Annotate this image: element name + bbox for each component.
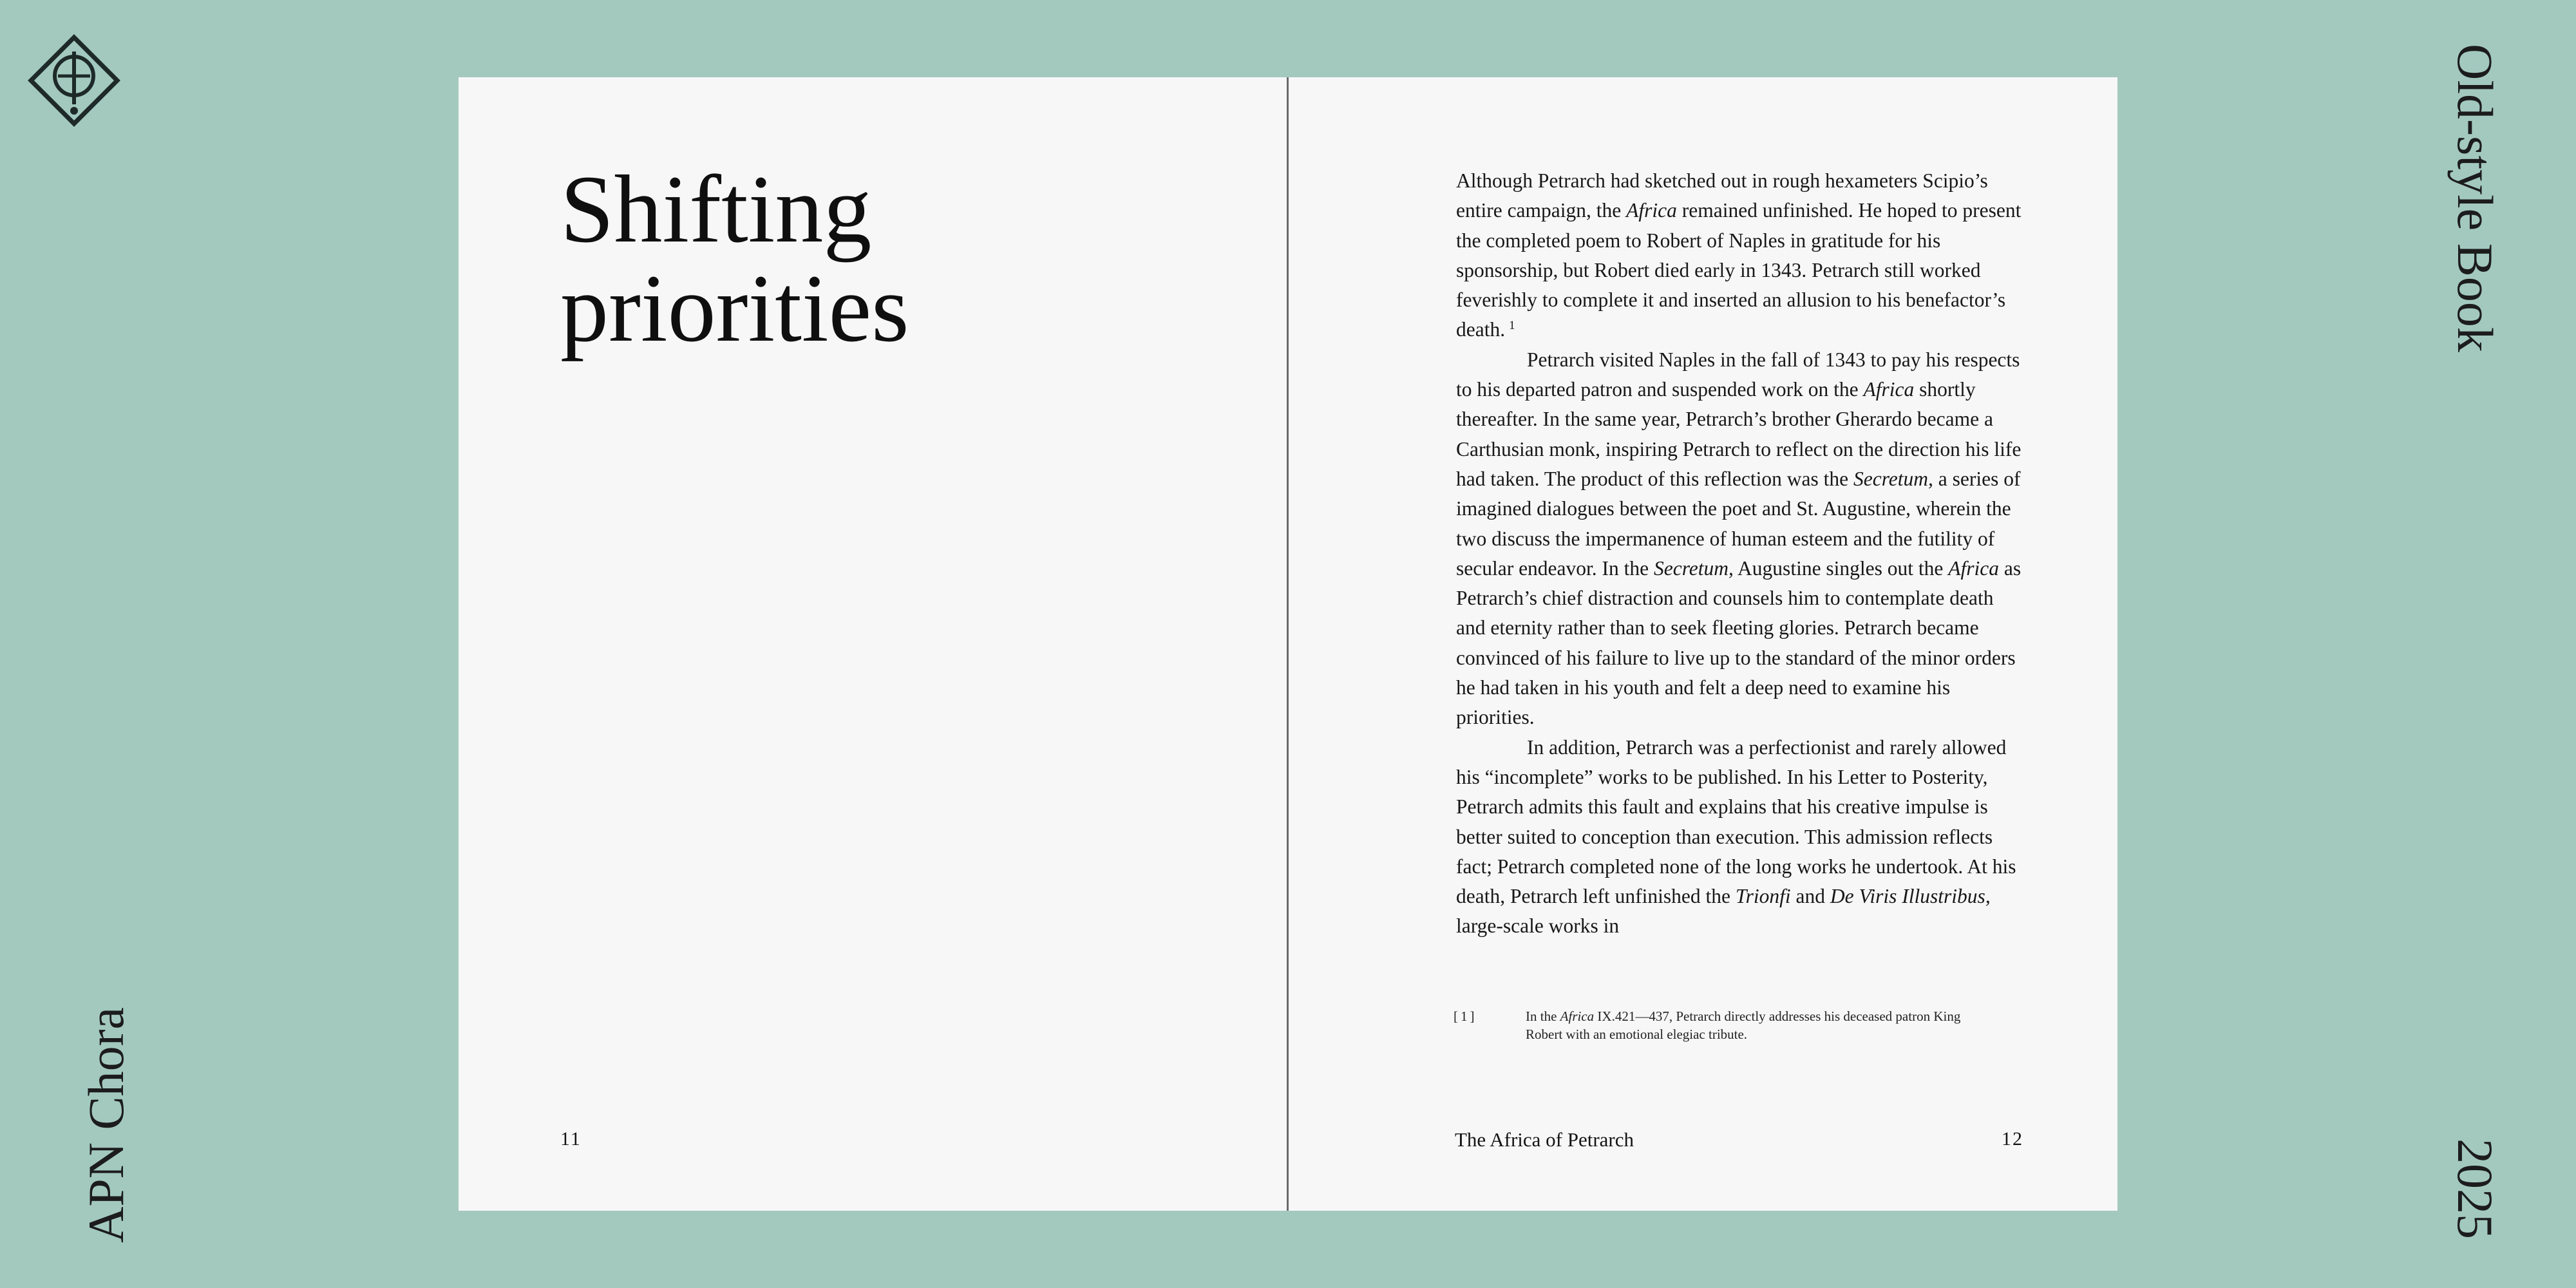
page-number-right: 12: [2002, 1128, 2023, 1150]
paragraph-1: [1456, 166, 2023, 345]
italic-run: Africa: [1863, 378, 1915, 401]
running-title: The Africa of Petrarch: [1455, 1128, 1634, 1151]
text-run: shortly thereafter. In the same year, Petrarch’s brother Gherardo became a Carthusian monk, inspiring Petrarch to reflect on the direction his life had taken. The product of this reflection was the: [1456, 378, 2022, 490]
paragraph-2: [1456, 345, 2023, 733]
text-run: Petrarch visited Naples in the fall of 1343 to pay his respects to his departed patron and suspended work on the: [1456, 348, 2020, 401]
page-number-left: 11: [560, 1128, 582, 1150]
text-run: In addition, Petrarch was a perfectionist and rarely allowed his “incomplete” works to be published. In his Letter to Posterity, Petrarch admits this fault and explains that his creative impulse is better suited to conception than execution. This admission reflects fact; Petrarch completed none of the long works he undertook. At his death, Petrarch left unfinished the: [1456, 735, 2016, 908]
monogram-diamond-icon: [26, 32, 122, 129]
italic-run: Secretum,: [1654, 556, 1734, 580]
body-text: [1456, 166, 2023, 942]
italic-run: Africa: [1560, 1009, 1595, 1024]
typeface-name: Old-style Book: [2447, 44, 2503, 352]
text-run: In the: [1526, 1009, 1560, 1024]
chapter-title-line-2: priorities: [560, 255, 909, 362]
text-run: remained unfinished. He hoped to present the completed poem to Robert of Naples in gratitude for his sponsorship, but Robert died early in 1343. Petrarch still worked feverishly to complete it and inserted an allusion to his benefactor’s death.: [1456, 199, 2022, 341]
italic-run: Trionfi: [1735, 885, 1791, 908]
text-run: a series of imagined dialogues between the poet and St. Augustine, wherein the two discuss the impermanence of human esteem and the futility of secular endeavor. In the: [1456, 467, 2021, 580]
left-page: [459, 77, 1287, 1211]
paragraph-3: [1456, 733, 2023, 942]
italic-run: Africa: [1948, 556, 2000, 580]
text-run: Augustine singles out the: [1733, 556, 1949, 580]
italic-run: Secretum,: [1853, 467, 1933, 490]
brand-name: APN Chora: [78, 1007, 134, 1243]
year-label: 2025: [2447, 1139, 2503, 1239]
right-page: [1289, 77, 2117, 1211]
footnote-number: [1]: [1454, 1009, 1477, 1024]
italic-run: Africa: [1626, 199, 1677, 222]
chapter-title-line-1: Shifting: [560, 156, 872, 263]
chapter-title: [560, 156, 1140, 362]
text-run: IX.421—437, Petrarch directly addresses his deceased patron King Robert with an emotional elegiac tribute.: [1526, 1009, 1961, 1042]
text-run: and: [1790, 885, 1830, 908]
text-run: as Petrarch’s chief distraction and counsels him to contemplate death and eternity rather than to seek fleeting glories. Petrarch became convinced of his failure to live up to the standard of the minor orders he had taken in his youth and felt a deep need to examine his priorities.: [1456, 556, 2022, 729]
italic-run: De Viris Illustribus,: [1830, 885, 1991, 908]
footnote: [1454, 1007, 1964, 1043]
text-run: large-scale works in: [1456, 914, 1620, 938]
text-run: Although Petrarch had sketched out in rough hexameters Scipio’s entire campaign, the: [1456, 169, 1988, 222]
footnote-reference: 1: [1509, 318, 1515, 332]
